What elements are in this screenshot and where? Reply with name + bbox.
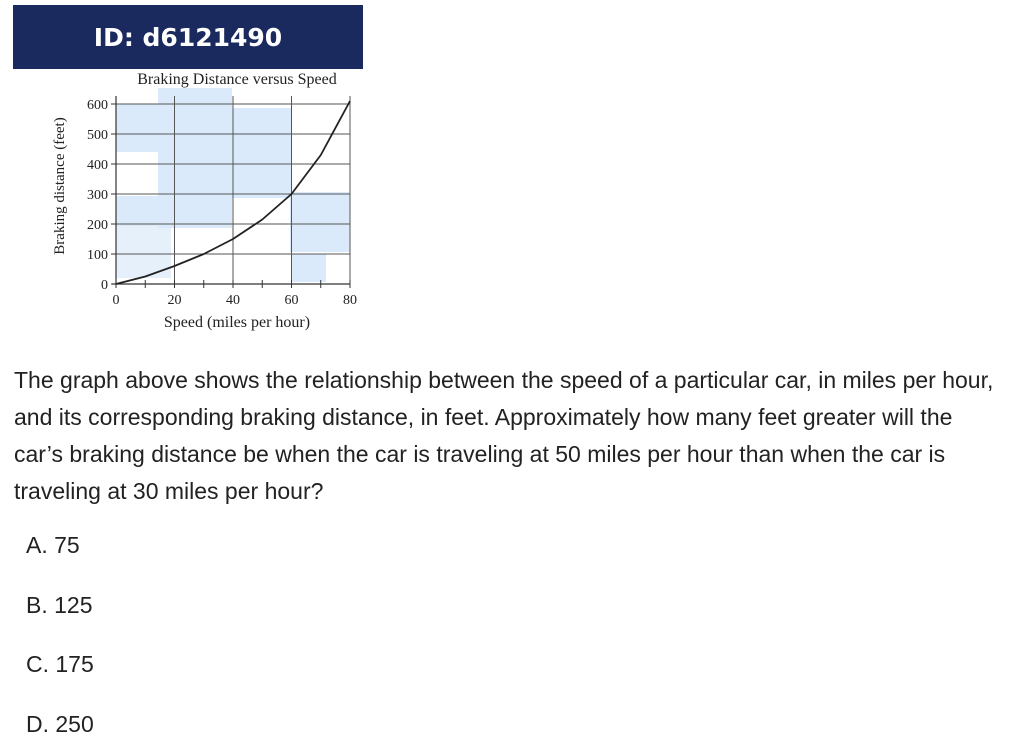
x-tick-label-0: 0 xyxy=(112,293,120,308)
choice-d[interactable]: D. 250 xyxy=(26,711,94,737)
question-text: The graph above shows the relationship between the speed of a particular car, in miles per hour, and its corresponding braking distance, in feet. Approximately how many feet greater will the car’s braking distance be when the car is traveling at 50 miles per hour than when the car is traveling at 30 miles per hour? xyxy=(14,367,994,504)
x-axis-label: Speed (miles per hour) xyxy=(163,314,311,331)
y-tick-label-600: 600 xyxy=(87,98,108,113)
x-tick-label-80: 80 xyxy=(343,293,357,308)
x-tick-label-40: 40 xyxy=(226,293,240,308)
id-banner xyxy=(13,5,363,69)
y-tick-label-200: 200 xyxy=(87,218,108,233)
choice-a[interactable]: A. 75 xyxy=(26,532,80,558)
y-tick-label-500: 500 xyxy=(87,128,108,143)
chart-shade-7 xyxy=(292,254,326,282)
braking-distance-chart xyxy=(40,66,370,341)
x-tick-label-20: 20 xyxy=(167,293,182,308)
choice-b[interactable]: B. 125 xyxy=(26,592,93,618)
chart-title: Braking Distance versus Speed xyxy=(137,71,337,88)
y-axis-label: Braking distance (feet) xyxy=(52,117,68,255)
y-tick-label-100: 100 xyxy=(87,248,108,263)
y-tick-label-0: 0 xyxy=(101,278,108,293)
choice-c[interactable]: C. 175 xyxy=(26,651,94,677)
y-tick-label-400: 400 xyxy=(87,158,108,173)
chart-shade-5 xyxy=(232,108,292,198)
chart-shade-6 xyxy=(290,192,350,252)
x-tick-label-60: 60 xyxy=(284,293,299,308)
y-tick-label-300: 300 xyxy=(87,188,108,203)
id-label: ID: d6121490 xyxy=(93,22,283,52)
chart-shade-4 xyxy=(158,88,232,228)
